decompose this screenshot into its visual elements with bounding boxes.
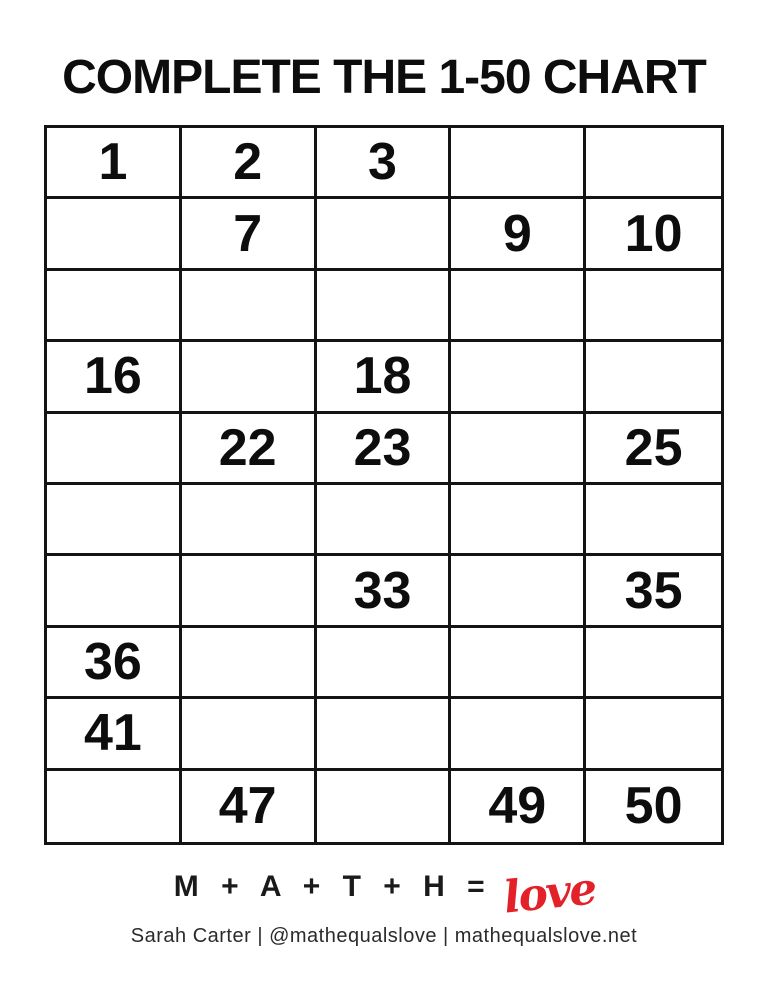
grid-cell-blank: [47, 771, 182, 842]
grid-cell: 49: [451, 771, 586, 842]
number-grid: [44, 125, 724, 845]
grid-cell-blank: [182, 485, 317, 556]
page-title: COMPLETE THE 1-50 CHART: [62, 51, 706, 104]
grid-cell: 41: [47, 699, 182, 770]
grid-cell-blank: [317, 771, 452, 842]
grid-cell-blank: [586, 271, 721, 342]
grid-cell: 1: [47, 128, 182, 199]
grid-cell-blank: [586, 699, 721, 770]
grid-cell-blank: [317, 485, 452, 556]
grid-cell-blank: [317, 199, 452, 270]
grid-cell-blank: [451, 342, 586, 413]
grid-cell: 35: [586, 556, 721, 627]
grid-cell-blank: [451, 271, 586, 342]
grid-cell: 25: [586, 414, 721, 485]
grid-cell-blank: [451, 556, 586, 627]
grid-cell-blank: [586, 128, 721, 199]
grid-cell-blank: [586, 628, 721, 699]
grid-cell-blank: [317, 699, 452, 770]
grid-cell-blank: [586, 485, 721, 556]
grid-cell-blank: [47, 199, 182, 270]
footer: [0, 861, 768, 948]
grid-cell-blank: [47, 485, 182, 556]
grid-cell: 2: [182, 128, 317, 199]
grid-cell: 22: [182, 414, 317, 485]
grid-cell-blank: [451, 699, 586, 770]
grid-cell: 36: [47, 628, 182, 699]
grid-cell: 50: [624, 777, 683, 836]
grid-cell: 7: [182, 199, 317, 270]
motto-text: M + A + T + H =: [173, 870, 489, 903]
grid-cell-blank: [182, 699, 317, 770]
grid-cell: 33: [317, 556, 452, 627]
grid-cell-blank: [47, 271, 182, 342]
grid-cell-blank: [182, 556, 317, 627]
grid-cell: 23: [317, 414, 452, 485]
grid-cell: 3: [317, 128, 452, 199]
grid-cell-blank: [451, 485, 586, 556]
grid-cell-blank: [451, 628, 586, 699]
grid-cell: 16: [47, 342, 182, 413]
grid-cell: 10: [586, 199, 721, 270]
footer-motto: [0, 861, 768, 924]
grid-cell-blank: [451, 128, 586, 199]
grid-cell-blank: [47, 414, 182, 485]
grid-cell-blank: [317, 271, 452, 342]
grid-cell-blank: [586, 342, 721, 413]
grid-cell-blank: [451, 414, 586, 485]
grid-cell-blank: [182, 342, 317, 413]
grid-cell-blank: [182, 271, 317, 342]
credit-line: Sarah Carter | @mathequalslove | mathequalslove.net: [130, 925, 638, 947]
worksheet-page: [0, 50, 768, 993]
grid-cell-blank: [182, 628, 317, 699]
grid-cell-blank: [317, 628, 452, 699]
love-script-logo: love: [500, 862, 598, 924]
grid-cell: 9: [451, 199, 586, 270]
grid-cell: 47: [182, 771, 317, 842]
grid-cell-blank: [47, 556, 182, 627]
grid-cell: 18: [317, 342, 452, 413]
